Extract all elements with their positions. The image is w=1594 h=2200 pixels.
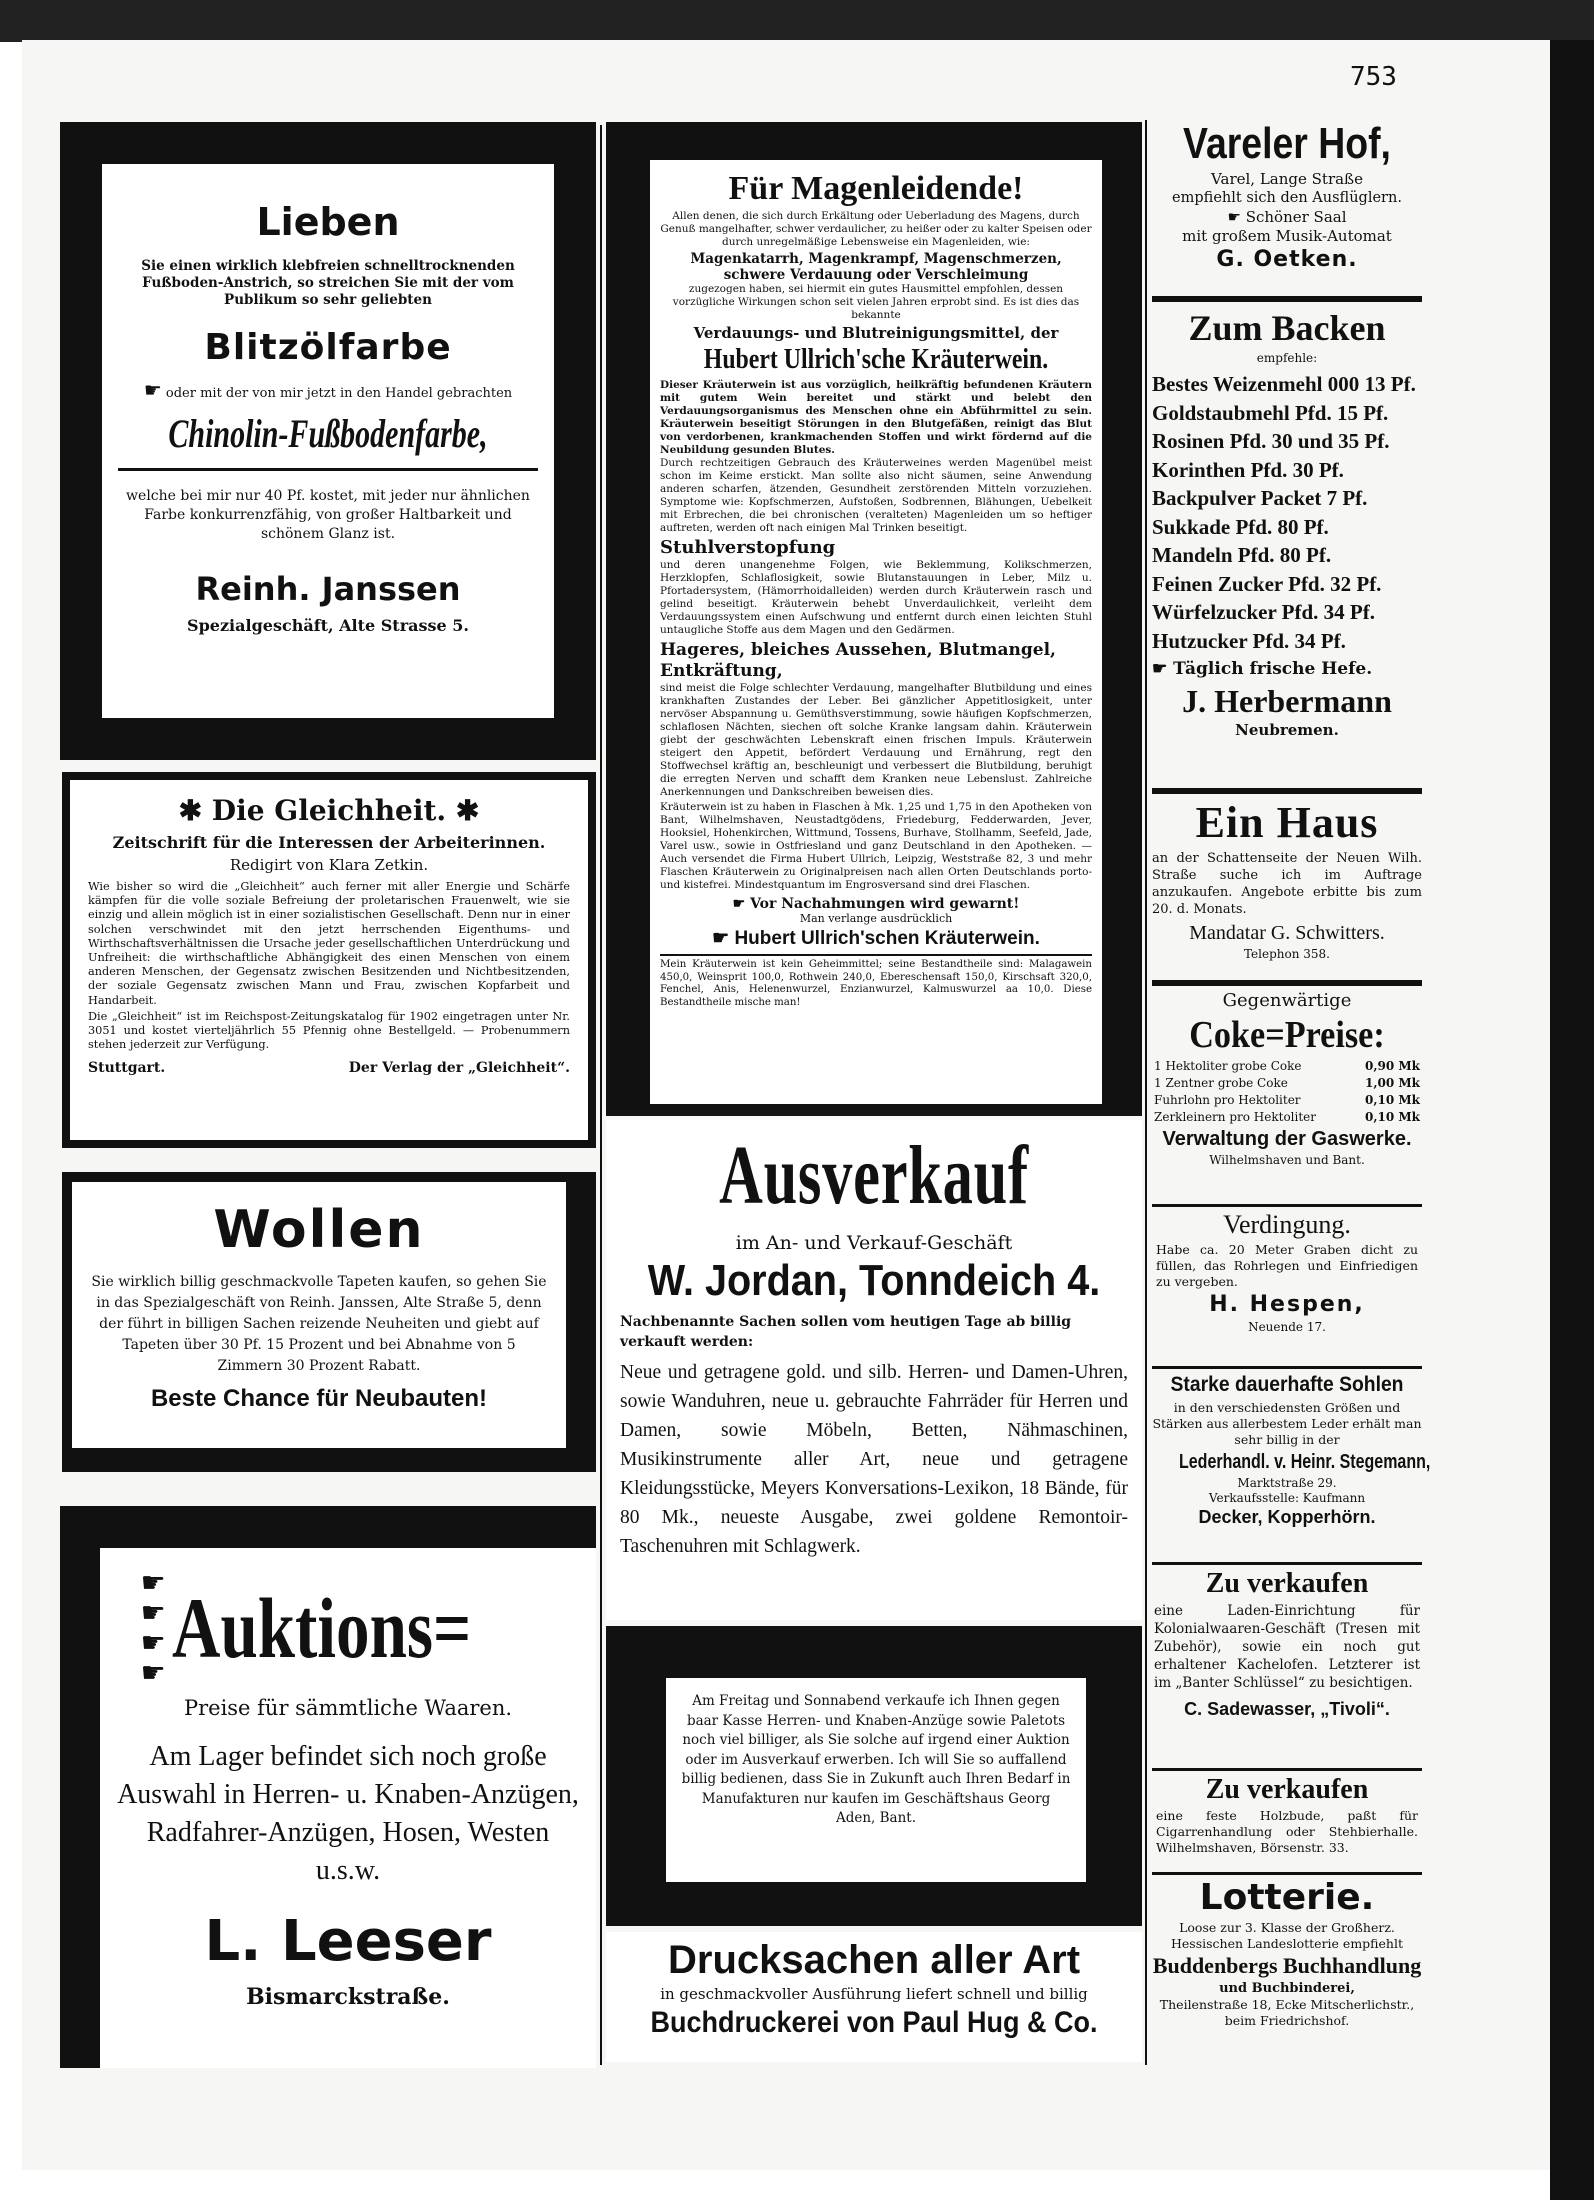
highlight: Magenkatarrh, Magenkrampf, Magenschmerzen, schwere Verdauung oder Verschleimung <box>690 251 1062 283</box>
address: Decker, Kopperhörn. <box>1198 1507 1376 1527</box>
firm-name: G. Oetken. <box>1216 247 1358 272</box>
headline: Zu verkaufen <box>1205 1568 1369 1599</box>
headline: Coke=Preise: <box>1189 1014 1385 1056</box>
place: Stuttgart. <box>88 1060 166 1077</box>
headline: Ein Haus <box>1195 798 1379 847</box>
price-list-item: Rosinen Pfd. 30 und 35 Pf. <box>1152 429 1390 453</box>
ad-sohlen <box>1152 1370 1431 1560</box>
right-edge <box>1550 40 1594 2200</box>
ad-verdingung <box>1152 1208 1422 1368</box>
pointing-hand-icon: ☛ <box>1152 659 1168 679</box>
price-row <box>1152 1092 1422 1109</box>
address: Theilenstraße 18, Ecke Mitscherlichstr., beim Friedrichshof. <box>1159 1997 1415 2028</box>
ad-georg-aden <box>606 1626 1142 1926</box>
body: Am Lager befindet sich noch große Auswahl in Herren- u. Knaben-Anzügen, Radfahrer-Anzügen, Hosen, Westen u.s.w. <box>117 1741 579 1886</box>
price-value: 1,00 Mk <box>1364 1076 1420 1090</box>
pointing-hand-icon: ☛ <box>732 896 746 912</box>
ad-lotterie <box>1152 1876 1422 2062</box>
ad-auktion <box>60 1506 596 2068</box>
place: Wilhelmshaven und Bant. <box>1209 1153 1365 1167</box>
phone: Telephon 358. <box>1243 947 1330 961</box>
ad-vareler-hof <box>1152 118 1422 292</box>
body: Wie bisher so wird die „Gleichheit“ auch ferner mit aller Energie und Schärfe kämpfen für die volle soziale Befreiung der proletarischen Frauenwelt, wie sie einzig und allein möglich ist in einer sozialistischen Gesellschaft. Denn nur in einer solchen verschwindet mit den jetzt herrschenden Eigenthums- und Wirthschaftsverhältnissen die Ursache jeder gesellschaftlichen Unterdrückung und Unfreiheit: die wirthschaftliche Abhängigkeit des einen Menschen von einem anderen Menschen, der Gegensatz zwischen Besitzenden und Nichtbesitzenden, der soziale Gegensatz zwischen Mann und Frau, zwischen Kopfarbeit und Handarbeit. <box>88 880 570 1007</box>
headline: Für Magenleidende! <box>728 170 1024 207</box>
body: Habe ca. 20 Meter Graben dicht zu füllen, das Rohrlegen und Einfriedigen zu vergeben. <box>1156 1242 1418 1289</box>
firm-name: Buchdruckerei von Paul Hug & Co. <box>650 2006 1098 2039</box>
firm-name: C. Sadewasser, „Tivoli“. <box>1184 1699 1390 1719</box>
editor: Redigirt von Klara Zetkin. <box>229 856 429 874</box>
price-value: 0,90 Mk <box>1364 1059 1420 1073</box>
price-list <box>1152 370 1422 655</box>
subtitle: in geschmackvoller Ausführung liefert schnell und billig <box>660 1985 1088 2003</box>
pointing-hand-icon: ☛ <box>143 378 162 402</box>
pointing-hand-icon: ☛ <box>140 1596 166 1629</box>
price-list-item: Korinthen Pfd. 30 Pf. <box>1152 457 1344 482</box>
ad-ein-haus <box>1152 796 1422 976</box>
brand: Hubert Ullrich'schen Kräuterwein. <box>734 928 1040 949</box>
ad-drucksachen <box>606 1932 1142 2062</box>
headline: Zum Backen <box>1188 308 1386 348</box>
ad-wollen <box>62 1172 596 1472</box>
price-list-item: Bestes Weizenmehl 000 13 Pf. <box>1152 372 1416 396</box>
firm-name: Reinh. Janssen <box>195 570 461 608</box>
body: oder mit der von mir jetzt in den Handel gebrachten <box>165 386 513 401</box>
headline: Ausverkauf <box>719 1129 1029 1222</box>
price-list-item: Feinen Zucker Pfd. 32 Pf. <box>1152 571 1382 596</box>
headline: Auktions= <box>171 1580 471 1676</box>
price-list-item: Sukkade Pfd. 80 Pf. <box>1152 514 1329 539</box>
price-row <box>1152 1058 1422 1075</box>
ad-zu-verkaufen-holzbude <box>1152 1772 1422 1872</box>
headline: Zu verkaufen <box>1205 1774 1369 1805</box>
body: Sie einen wirklich klebfreien schnelltrocknenden Fußboden-Anstrich, so streichen Sie mit der vom Publikum so sehr geliebten <box>141 258 515 308</box>
price-list-item: Würfelzucker Pfd. 34 Pf. <box>1152 600 1375 624</box>
firm-name: Verwaltung der Gaswerke. <box>1162 1128 1412 1150</box>
divider <box>1152 980 1422 986</box>
price-list-item: Mandeln Pfd. 80 Pf. <box>1152 543 1332 567</box>
ad-gleichheit <box>62 772 596 1148</box>
column-separator <box>600 125 602 2065</box>
address: Bismarckstraße. <box>246 1984 450 2010</box>
address: Neuende 17. <box>1248 1320 1326 1334</box>
body: Dieser Kräuterwein ist aus vorzüglich, heilkräftig befundenen Kräutern mit gutem Wein bereitet und stärkt und belebt den Verdauungsorganismus des Menschen ohne ein Abführmittel zu sein. Kräuterwein beseitigt Störungen in den Blutgefäßen, reinigt das Blut von verdorbenen, krankmachenden Stoffen und wirkt fördernd auf die Neubildung gesunden Blutes. <box>660 379 1092 456</box>
body: eine feste Holzbude, paßt für Cigarrenhandlung oder Stehbierhalle. Wilhelmshaven, Börsenstr. 33. <box>1156 1808 1418 1855</box>
product-name: Hubert Ullrich'sche Kräuterwein. <box>703 344 1049 375</box>
body: in den verschiedensten Größen und Stärken aus allerbestem Leder erhält man sehr billig in der <box>1152 1400 1422 1447</box>
body: Täglich frische Hefe. <box>1173 659 1373 679</box>
body: an der Schattenseite der Neuen Wilh. Straße suche ich im Auftrage anzukaufen. Angebote erbitte bis zum 20. d. Monats. <box>1152 851 1422 917</box>
body: Loose zur 3. Klasse der Großherz. Hessischen Landeslotterie empfiehlt <box>1170 1920 1403 1951</box>
body: zugezogen haben, sei hiermit ein gutes Hausmittel empfohlen, dessen vorzügliche Wirkungen schon seit vielen Jahren erprobt sind. Es ist dies das bekannte <box>672 283 1080 321</box>
ad-zum-backen <box>1152 306 1422 784</box>
price-list-item: Goldstaubmehl Pfd. 15 Pf. <box>1152 400 1389 425</box>
body: Man verlange ausdrücklich <box>799 912 953 925</box>
firm-name: L. Leeser <box>204 1909 492 1974</box>
headline: Lotterie. <box>1199 1877 1375 1918</box>
pointing-hand-icon: ☛ <box>140 1656 166 1689</box>
price-label: Fuhrlohn pro Hektoliter <box>1154 1093 1301 1107</box>
body: Neue und getragene gold. und silb. Herren- und Damen-Uhren, sowie Wanduhren, neue u. gebrauchte Fahrräder für Herren und Damen, sowie Möbeln, Betten, Nähmaschinen, Musikinstrumente aller Art, neue und getragene Kleidungsstücke, Meyers Konversations-Lexikon, 18 Bände, für 80 Mk., neueste Ausgabe, zwei goldene Remontoir-Taschenuhren mit Schlagwerk. <box>620 1362 1128 1557</box>
subtitle: im An- und Verkauf-Geschäft <box>735 1232 1013 1254</box>
body: Durch rechtzeitigen Gebrauch des Kräuterweines werden Magenübel meist schon im Keime erstickt. Man sollte also nicht säumen, seine Anwendung anderen scharfen, ätzenden, Gesundheit zerstörenden Mitteln vorzuziehen. Symptome wie: Kopfschmerzen, Aufstoßen, Sodbrennen, Blähungen, Uebelkeit mit Erbrechen, die bei chronischen (veralteten) Magenleiden um so heftiger auftreten, werden oft nach einigen Mal Trinken beseitigt. <box>660 457 1092 534</box>
body: Kräuterwein ist zu haben in Flaschen à Mk. 1,25 und 1,75 in den Apotheken von Bant, Wilhelmshaven, Neustadtgödens, Friedeburg, Fedderwarden, Jever, Hooksiel, Hohenkirchen, Wittmund, Tossens, Burhave, Stollhamm, Seefeld, Jade, Varel usw., sowie in Ostfriesland und ganz Deutschland in den Apotheken. — Auch versendet die Firma Hubert Ullrich, Leipzig, Weststraße 82, 3 und mehr Flaschen Kräuterwein zu Originalpreisen nach allen Orten Deutschlands porto- und kistefrei. Mindestquantum im Engrosversand sind drei Flaschen. <box>660 801 1092 891</box>
headline: Verdingung. <box>1223 1210 1351 1239</box>
divider <box>1152 788 1422 794</box>
product-name: Chinolin-Fußbodenfarbe, <box>168 412 488 457</box>
subheading: Hageres, bleiches Aussehen, Blutmangel, Entkräftung, <box>660 640 1056 681</box>
ad-zu-verkaufen-laden <box>1152 1566 1422 1766</box>
ad-ausverkauf <box>606 1120 1142 1620</box>
body: Allen denen, die sich durch Erkältung oder Ueberladung des Magens, durch Genuß mangelhafter, schwer verdaulicher, zu heißer oder zu kalter Speisen oder durch unregelmäßige Lebensweise ein Magenleiden, wie: <box>660 210 1092 248</box>
price-table <box>1152 1058 1422 1126</box>
pointing-hand-icon: ☛ <box>1227 208 1241 226</box>
pointing-hand-icon: ☛ <box>140 1626 166 1659</box>
body: und deren unangenehme Folgen, wie Beklemmung, Kolikschmerzen, Herzklopfen, Schlaflosigkeit, sowie Blutanstauungen in Leber, Milz u. Pfortadersystem, (Hämorrhoidalleiden) werden durch Kräuterwein rasch und gelind beseitigt. Kräuterwein behebt Unverdaulichkeit, verleiht dem Verdauungssystem einen Aufschwung und entfernt durch einen leichten Stuhl untaugliche Stoffe aus dem Magen und den Gedärmen. <box>660 559 1092 636</box>
divider <box>1152 1872 1422 1875</box>
place: Neubremen. <box>1235 721 1339 739</box>
body: mit großem Musik-Automat <box>1182 227 1392 245</box>
divider <box>1152 296 1422 302</box>
address: Marktstraße 29. <box>1237 1476 1337 1490</box>
body: welche bei mir nur 40 Pf. kostet, mit jeder nur ähnlichen Farbe konkurrenzfähig, von großer Haltbarkeit und schönem Glanz ist. <box>126 488 530 542</box>
body: Die „Gleichheit“ ist im Reichspost-Zeitungskatalog für 1902 eingetragen unter Nr. 3051 und kostet vierteljährlich 55 Pfennig ohne Bestellgeld. — Probenummern stehen jederzeit zur Verfügung. <box>88 1009 570 1052</box>
pointing-hand-icon: ☛ <box>712 928 730 949</box>
price-value: 0,10 Mk <box>1364 1093 1420 1107</box>
body: Varel, Lange Straße <box>1211 170 1363 188</box>
ad-magenleidende <box>606 122 1142 1116</box>
firm-name: Mandatar G. Schwitters. <box>1189 922 1385 944</box>
headline: ✱ Die Gleichheit. ✱ <box>178 794 480 827</box>
divider <box>118 468 538 471</box>
warning: Vor Nachahmungen wird gewarnt! <box>750 896 1020 912</box>
headline: Drucksachen aller Art <box>667 1938 1081 1982</box>
subtitle: Verkaufsstelle: Kaufmann <box>1208 1491 1366 1505</box>
ad-coke-preise <box>1152 990 1422 1200</box>
body: sind meist die Folge schlechter Verdauung, mangelhafter Blutbildung und eines krankhaften Zustandes der Leber. Bei gänzlicher Appetitlosigkeit, unter nervöser Abspannung u. Gemüthsverstimmung, sowie häufigen Kopfschmerzen, schlaflosen Nächten, siechen oft solche Kranke langsam dahin. Kräuterwein giebt der geschwächten Lebenskraft einen frischen Impuls. Kräuterwein steigert den Appetit, befördert Verdauung und Ernährung, regt den Stoffwechsel kräftig an, beschleunigt und verbessert die Blutbildung, beruhigt die erregten Nerven und schafft dem Kranken neue Lebenslust. Zahlreiche Anerkennungen und Dankschreiben beweisen dies. <box>660 682 1092 798</box>
price-label: 1 Hektoliter grobe Coke <box>1154 1059 1302 1073</box>
publisher: Der Verlag der „Gleichheit“. <box>348 1060 570 1077</box>
firm-name: J. Herbermann <box>1182 683 1392 719</box>
divider <box>1152 1366 1422 1369</box>
headline: Starke dauerhafte Sohlen <box>1170 1373 1404 1396</box>
price-label: 1 Zentner grobe Coke <box>1154 1076 1288 1090</box>
headline: Lieben <box>256 200 400 244</box>
divider <box>1152 1204 1422 1207</box>
pointing-hand-icon: ☛ <box>140 1566 166 1599</box>
price-label: Zerkleinern pro Hektoliter <box>1154 1110 1317 1124</box>
body: eine Laden-Einrichtung für Kolonialwaaren-Geschäft (Tresen mit Zubehör), sowie ein noch gut erhaltener Kachelofen. Letzterer ist im „Banter Schlüssel“ zu besichtigen. <box>1154 1603 1420 1691</box>
headline: Wollen <box>213 1200 425 1260</box>
price-row <box>1152 1075 1422 1092</box>
price-value: 0,10 Mk <box>1364 1110 1420 1124</box>
column-separator <box>1145 120 1147 2065</box>
ad-lieben <box>60 122 596 760</box>
firm-name: und Buchbinderei, <box>1219 1981 1355 1996</box>
top-edge <box>0 0 1594 42</box>
price-row <box>1152 1109 1422 1126</box>
footnote: Mein Kräuterwein ist kein Geheimmittel; seine Bestandtheile sind: Malagawein 450,0, Weinsprit 100,0, Rothwein 240,0, Ebereschensaft 150,0, Kirschsaft 320,0, Fenchel, Anis, Helenenwurzel, Enzianwurzel, Kalmuswurzel aa 10,0. Diese Bestandtheile mische man! <box>660 959 1092 1008</box>
price-list-item: Hutzucker Pfd. 34 Pf. <box>1152 628 1346 653</box>
page-number: 753 <box>1350 62 1397 92</box>
firm-name: W. Jordan, Tonndeich 4. <box>647 1256 1101 1305</box>
subtitle: empfehle: <box>1256 351 1318 365</box>
firm-name: Lederhandl. v. Heinr. Stegemann, <box>1179 1451 1431 1473</box>
subheading: Stuhlverstopfung <box>660 537 836 558</box>
body: Schöner Saal <box>1245 208 1347 226</box>
firm-name: Buddenbergs Buchhandlung <box>1152 1953 1422 1978</box>
intro: Nachbenannte Sachen sollen vom heutigen Tage ab billig verkauft werden: <box>620 1314 1072 1350</box>
subtitle: Gegenwärtige <box>1222 990 1352 1011</box>
divider <box>1152 1768 1422 1771</box>
body: Sie wirklich billig geschmackvolle Tapeten kaufen, so gehen Sie in das Spezialgeschäft von Reinh. Janssen, Alte Straße 5, denn der führt in billigen Sachen reizende Neuheiten und giebt auf Tapeten über 30 Pf. 15 Prozent und bei Abnahme von 5 Zimmern 30 Prozent Rabatt. <box>91 1274 547 1374</box>
body: Am Freitag und Sonnabend verkaufe ich Ihnen gegen baar Kasse Herren- und Knaben-Anzüge sowie Paletots noch viel billiger, als Sie solche auf irgend einer Auktion oder im Ausverkauf erwerben. Ich will Sie so auffallend billig bedienen, dass Sie in Zukunft auch Ihren Bedarf in Manufakturen nur kaufen im Geschäftshaus Georg Aden, Bant. <box>681 1693 1071 1826</box>
subtitle: Preise für sämmtliche Waaren. <box>183 1696 513 1720</box>
subtitle: Zeitschrift für die Interessen der Arbeiterinnen. <box>112 833 546 852</box>
product-line: Verdauungs- und Blutreinigungsmittel, der <box>693 324 1059 342</box>
product-name: Blitzölfarbe <box>204 327 452 368</box>
divider <box>1152 1562 1422 1565</box>
price-list-item: Backpulver Packet 7 Pf. <box>1152 486 1368 510</box>
firm-name: H. Hespen, <box>1209 1292 1365 1317</box>
slogan: Beste Chance für Neubauten! <box>150 1385 488 1412</box>
address: Spezialgeschäft, Alte Strasse 5. <box>187 616 469 635</box>
body: empfiehlt sich den Ausflüglern. <box>1172 190 1402 206</box>
headline: Vareler Hof, <box>1183 119 1391 168</box>
